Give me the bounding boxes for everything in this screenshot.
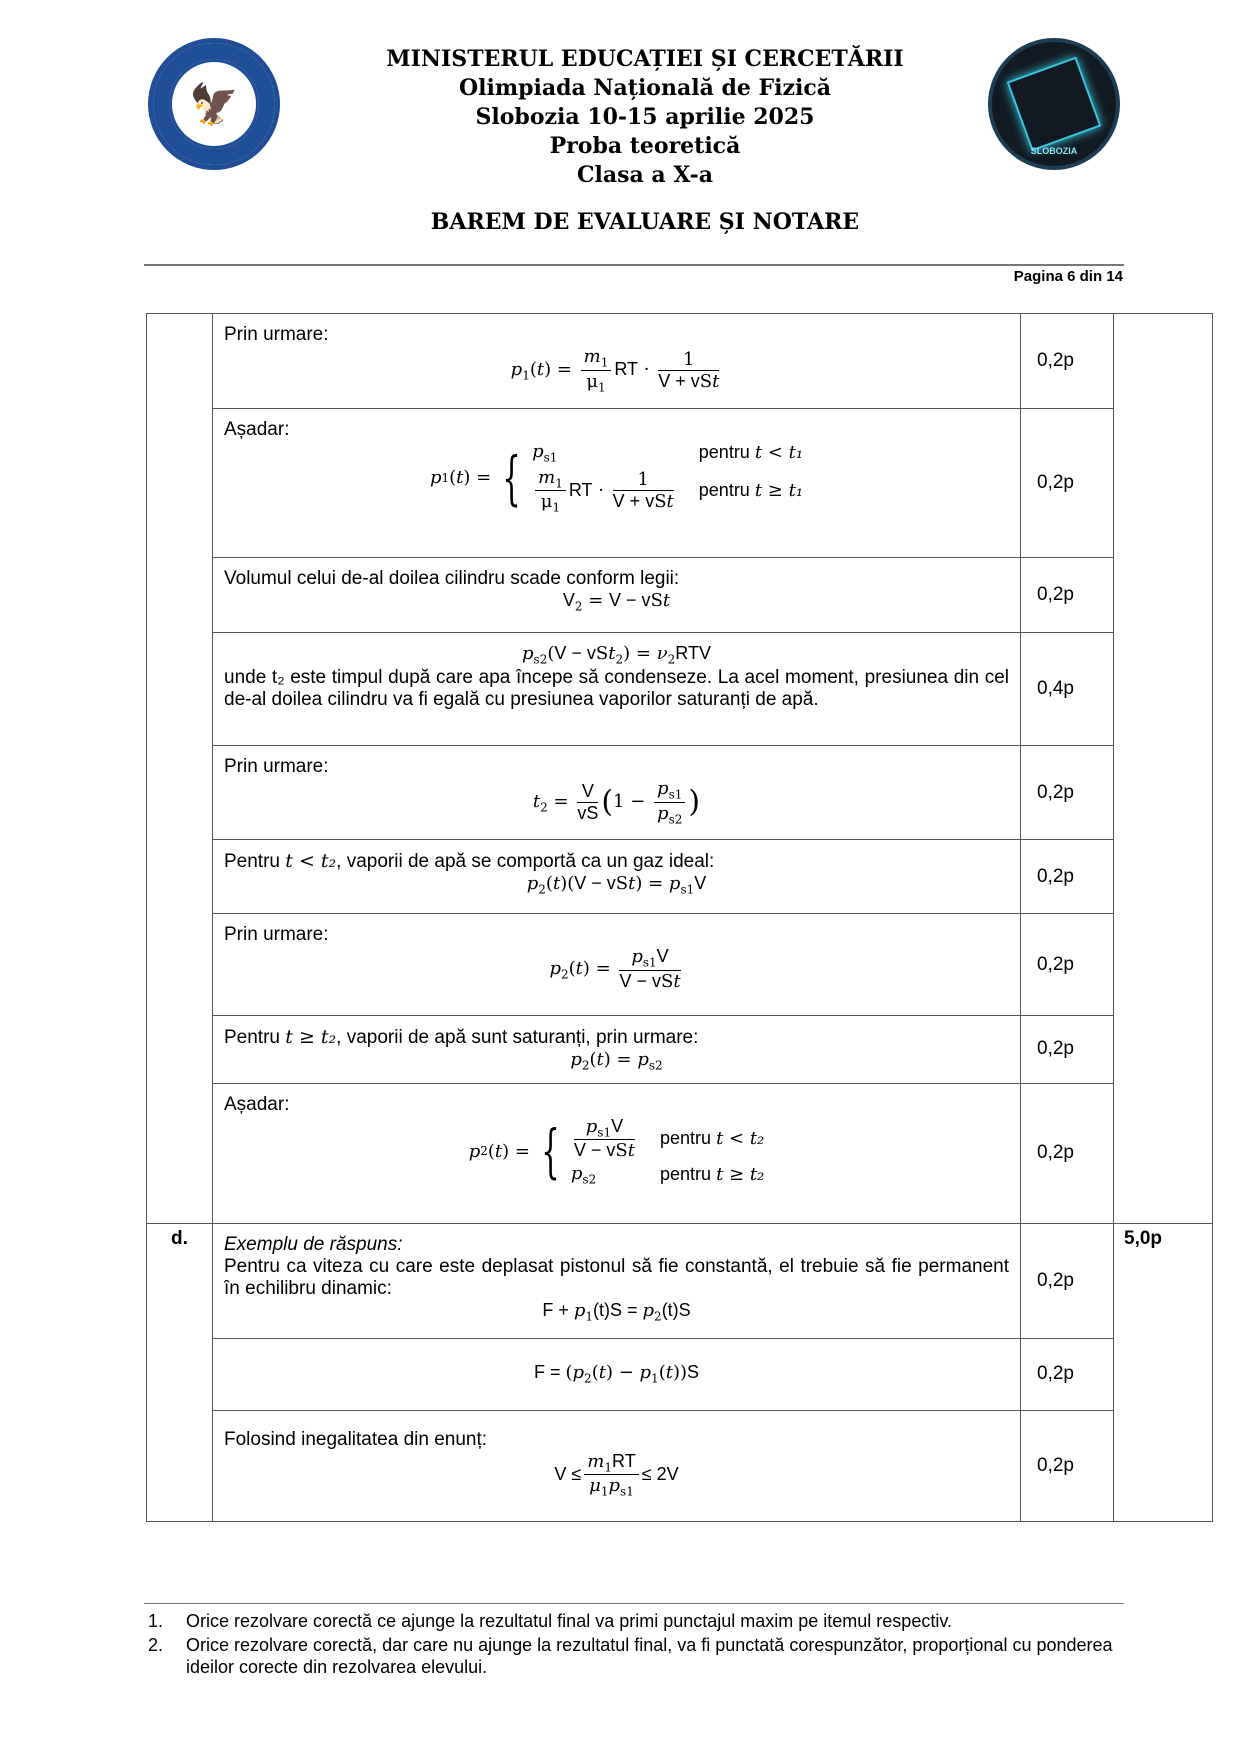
case-label: pentru (698, 480, 750, 501)
points: 0,4p (1021, 633, 1114, 746)
footnote (148, 1610, 1128, 1632)
points: 0,2p (1021, 1223, 1114, 1338)
row-text: Pentru t < t₂, vaporii de apă se comportă ca un gaz ideal: (224, 850, 715, 872)
table-row (147, 1223, 1213, 1338)
table-row (147, 558, 1213, 633)
row-text: Volumul celui de-al doilea cilindru scade conform legii: (224, 568, 680, 589)
guvernul-romaniei-logo (148, 38, 280, 170)
table-row (147, 1016, 1213, 1084)
footnote-text: Orice rezolvare corectă, dar care nu ajunge la rezultatul final, va fi punctată corespunzător, proporțional cu ponderea ideilor corecte din rezolvarea elevului. (186, 1635, 1113, 1677)
row-text: Așadar: (224, 419, 290, 440)
equation: $p_2(t)(V - vSt) = p_{s1}V$ (526, 873, 707, 897)
footnote-number: 1. (148, 1611, 164, 1631)
row-text: Prin urmare: (224, 924, 329, 945)
row-text: Așadar: (224, 1093, 290, 1115)
points: 0,2p (1021, 1083, 1114, 1223)
points: 0,2p (1021, 314, 1114, 409)
table-row (147, 1410, 1213, 1521)
page-number: Pagina 6 din 14 (1013, 268, 1123, 285)
table-row (147, 633, 1213, 746)
equation: $p_2(t)$ = $\frac{p_{s1}V}{\text{V − vSt}}$ (549, 946, 681, 992)
row-text: unde t₂ este timpul după care apa începe să condenseze. La acel moment, presiunea din cel de-al doilea cilindru va fi egală cu presiunea vaporilor saturanți de apă. (224, 666, 1009, 710)
table-row (147, 314, 1213, 409)
total-cell (1114, 314, 1213, 1224)
coat-of-arms-icon: 🦅 (169, 59, 259, 149)
header-location-date: Slobozia 10-15 aprilie 2025 (475, 104, 815, 130)
header-exam-type: Proba teoretică (549, 133, 741, 159)
equation: p 1 ( t ) = { $p_{s1}$ pentru t < t₁ $\frac{m_1}{\mu_1}$ RT · $\frac{1}{\text{V + vSt}}$ pentru t ≥ t₁ (429, 441, 804, 515)
equation: $F + p_1(t)S = p_2(t)S$ (542, 1299, 691, 1324)
document-header (300, 45, 990, 190)
row-text: Folosind inegalitatea din enunț: (224, 1428, 488, 1450)
equation: $t_2$ = $\frac{V}{vS}$ (1 − $\frac{p_{s1}}{p_{s2}}$ ) (532, 778, 701, 827)
table-row (147, 840, 1213, 914)
equation: p 2 ( t ) = { $\frac{p_{s1}V}{\text{V − vSt}}$ pentru t < t₂ $p_{s2}$ pentru t ≥ t₂ (468, 1115, 765, 1187)
item-label: d. (171, 1227, 188, 1249)
case-condition: t < t₁ (754, 442, 804, 464)
equation: $p_2(t) = p_{s2}$ (570, 1049, 663, 1073)
case-label: pentru (660, 1127, 712, 1148)
table-row (147, 746, 1213, 840)
row-text: Prin urmare: (224, 324, 329, 345)
item-total: 5,0p (1124, 1227, 1163, 1249)
example-heading: Exemplu de răspuns: (224, 1233, 403, 1255)
case-label: pentru (698, 442, 750, 463)
footnote-text: Orice rezolvare corectă ce ajunge la rezultatul final va primi punctajul maxim pe itemul respectiv. (186, 1611, 952, 1631)
header-olympiad: Olimpiada Națională de Fizică (458, 75, 832, 101)
row-text: Pentru t ≥ t₂, vaporii de apă sunt saturanți, prin urmare: (224, 1026, 699, 1048)
table-row (147, 914, 1213, 1016)
equation: $V_2 = V$ − vSt (562, 590, 671, 614)
equation: $p_1(t)$ = $\frac{m_1}{\mu_1}$ RT · $\frac{1}{\text{V + vSt}}$ (510, 346, 720, 395)
table-row (147, 409, 1213, 558)
points: 0,2p (1021, 1338, 1114, 1410)
equation: $p_{s2}(V - vSt_2) = \nu_2RTV$ (522, 643, 711, 667)
footer-divider (144, 1603, 1124, 1604)
item-label-cell (147, 314, 213, 1224)
case-condition: t ≥ t₂ (716, 1164, 765, 1186)
barem-title: BAREM DE EVALUARE ȘI NOTARE (430, 209, 860, 235)
footnote-number: 2. (148, 1635, 164, 1655)
olimpiada-logo: SLOBOZIA (988, 38, 1120, 170)
row-text: Prin urmare: (224, 756, 329, 777)
points: 0,2p (1021, 914, 1114, 1016)
header-divider (144, 264, 1124, 266)
footnote (148, 1634, 1128, 1678)
equation: V ≤ $\frac{m_1RT}{\mu_1p_{s1}}$ ≤ 2V (554, 1450, 679, 1499)
points: 0,2p (1021, 1410, 1114, 1521)
case-label: pentru (660, 1164, 712, 1185)
points: 0,2p (1021, 746, 1114, 840)
points: 0,2p (1021, 1016, 1114, 1084)
points: 0,2p (1021, 558, 1114, 633)
table-row (147, 1338, 1213, 1410)
case-condition: t ≥ t₁ (754, 480, 804, 502)
row-text: Pentru ca viteza cu care este deplasat pistonul să fie constantă, el trebuie să fie permanent în echilibru dinamic: (224, 1255, 1009, 1299)
equation: $F = (p_2(t) - p_1(t))S$ (533, 1362, 700, 1386)
table-row (147, 1083, 1213, 1223)
header-class: Clasa a X-a (576, 162, 713, 188)
header-ministry: MINISTERUL EDUCAȚIEI ȘI CERCETĂRII (386, 46, 904, 72)
points: 0,2p (1021, 840, 1114, 914)
grading-table (146, 313, 1213, 1522)
points: 0,2p (1021, 409, 1114, 558)
case-condition: t < t₂ (716, 1127, 765, 1149)
